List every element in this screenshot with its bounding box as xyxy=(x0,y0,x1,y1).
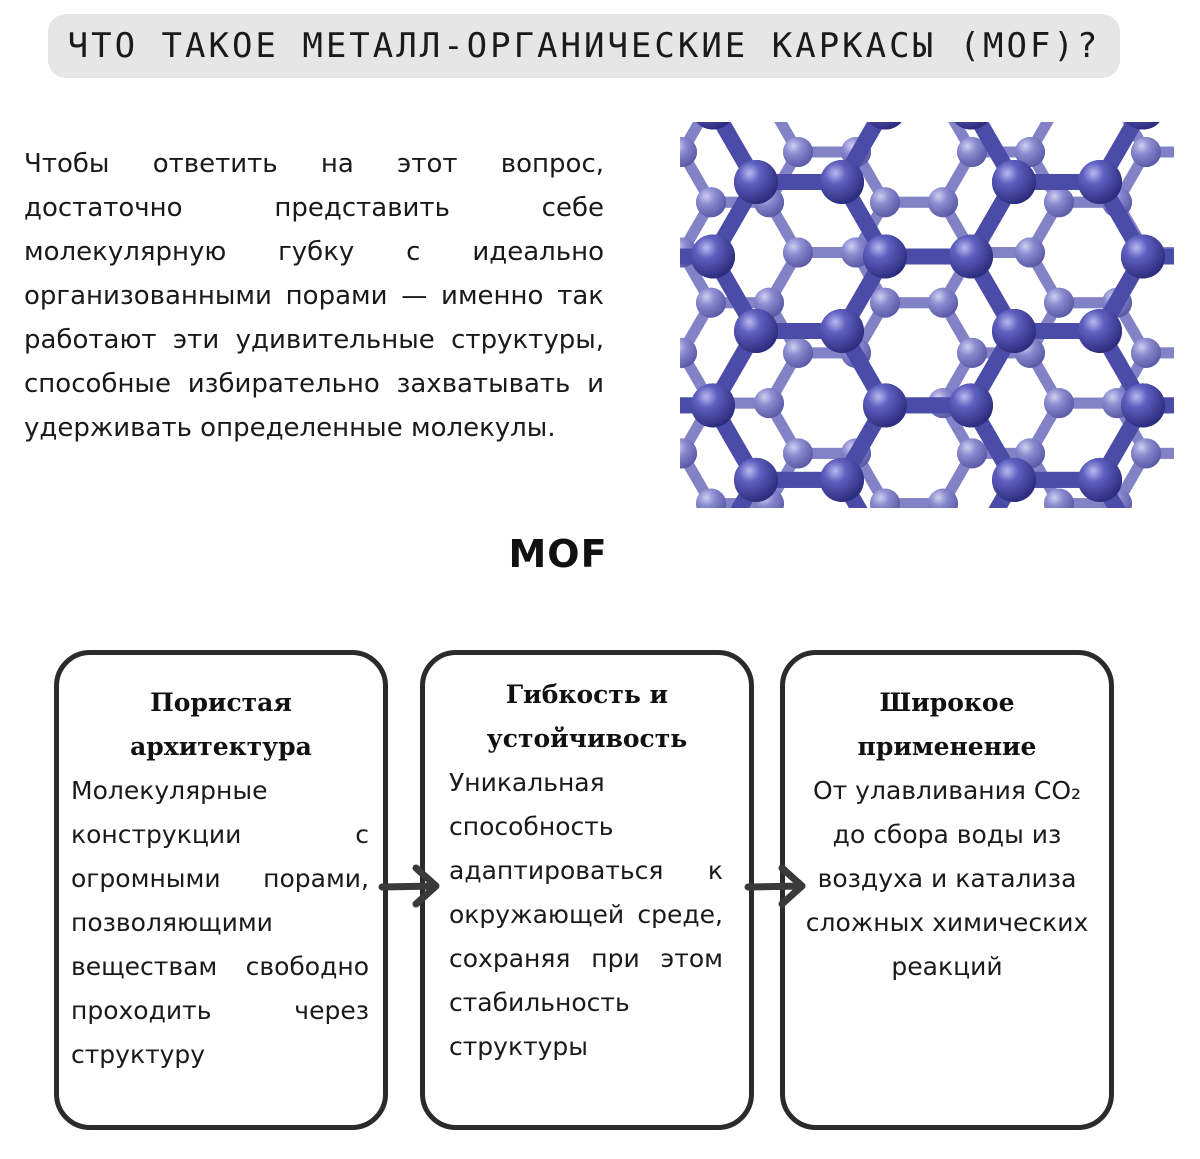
card-text: От улавливания CO₂ до сбора воды из воздуха и катализа сложных химических реакций xyxy=(805,776,1089,981)
card-title: Пористая архитектура xyxy=(130,688,312,761)
section-heading: MOF xyxy=(508,532,608,576)
title-banner xyxy=(48,14,1120,78)
card-flexibility xyxy=(420,650,754,1130)
card-porous-architecture xyxy=(54,650,388,1130)
card-title: Гибкость и устойчивость xyxy=(486,680,688,753)
card-title: Широкое применение xyxy=(857,688,1037,761)
arrow-right-icon xyxy=(378,856,442,916)
card-wide-application xyxy=(780,650,1114,1130)
intro-paragraph: Чтобы ответить на этот вопрос, достаточно представить себе молекулярную губку с идеально организованными порами — именно так работают эти удивительные структуры, способные избирательно захватывать и удерживать определенные молекулы. xyxy=(24,149,604,443)
page-title: ЧТО ТАКОЕ МЕТАЛЛ-ОРГАНИЧЕСКИЕ КАРКАСЫ (MOF)? xyxy=(67,26,1101,66)
arrow-right-icon xyxy=(744,856,808,916)
card-text: Молекулярные конструкции с огромными порами, позволяющими веществам свободно проходить через структуру xyxy=(71,776,369,1069)
card-text: Уникальная способность адаптироваться к окружающей среде, сохраняя при этом стабильность структуры xyxy=(449,768,723,1061)
molecular-lattice-icon xyxy=(680,122,1174,508)
